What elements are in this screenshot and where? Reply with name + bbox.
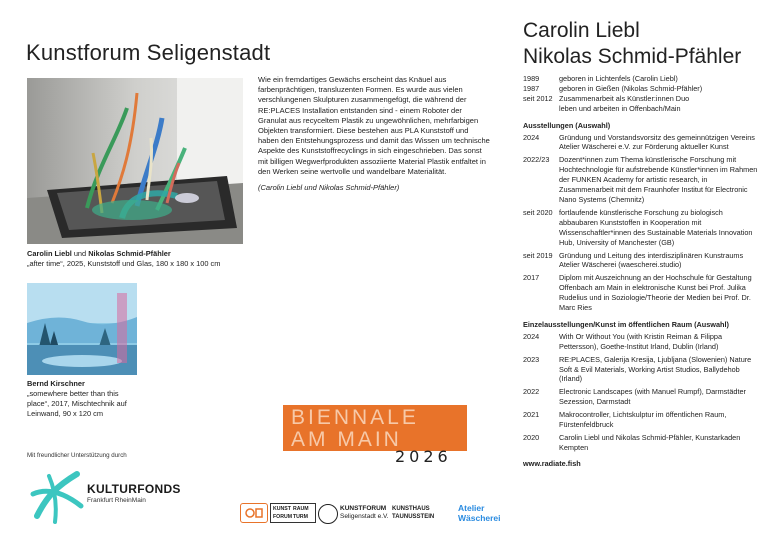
- cv-row: 2024 With Or Without You (with Kristin Reiman & Filippa Pettersson), Goethe-Institut Irland, Dublin (Irland): [523, 331, 723, 351]
- cv-row: leben und arbeiten in Offenbach/Main: [559, 103, 681, 113]
- artwork-description: [258, 75, 490, 193]
- cv-row: 2021 Makrocontroller, Lichtskulptur im öffentlichen Raum, Fürstenfeldbruck: [523, 410, 727, 430]
- atelier-waescherei-logo: Atelier Wäscherei: [458, 503, 501, 523]
- support-text: Mit freundlicher Unterstützung durch: [27, 452, 127, 459]
- cv-row: 2024 Gründung und Vorstandsvorsitz des gemeinnützigen Vereins Atelier Wäscherei e.V. zur Förderung aktueller Kunst: [523, 132, 755, 152]
- biennale-line2: AM MAIN: [291, 428, 402, 451]
- artwork1-caption: [27, 249, 257, 269]
- description-text: Wie ein fremdartiges Gewächs erscheint das Knäuel aus farbenprächtigen, transluzenten Formen. Es wurde aus vielen verschlungenen Skulpturen zusammengefügt, die während der RE:PLACES Installation entstanden sind - einem Roboter der Granulat aus recyceltem Plastik zu ungewöhnlichen, mehrfarbigen Objekten transformiert. Diese bestehen aus PLA Kunststoff und haben den Entstehungsprozess und damit das Wissen um technische Aspekte des Kunststoffrecyclings in sich eingeschrieben. Das sonst mit billigen Wegwerfprodukten assoziierte Material Plastik entfaltet in den Werken seine wertvolle und wandelbare Materialität.: [258, 75, 490, 176]
- biennale-line1: BIENNALE: [291, 406, 419, 429]
- cv-row: 2023 RE:PLACES, Galerija Kresija, Ljubljana (Slowenien) Nature Soft & Evil Materials, Working Artist Studios, Ballydehob (Irland): [523, 354, 752, 384]
- cv-row: 2020 Carolin Liebl und Nikolas Schmid-Pfähler, Kunstarkaden Kempten: [523, 433, 741, 452]
- artist-name: Carolin Liebl: [27, 249, 72, 258]
- kulturfonds-sub: Frankfurt RheinMain: [87, 497, 146, 504]
- artist-names-heading: [523, 18, 741, 70]
- artist-name: Bernd Kirschner: [27, 379, 85, 388]
- kunstforum-turm-icon: [240, 503, 268, 523]
- artwork-details: „somewhere better than this: [27, 389, 119, 398]
- artwork2-caption: [27, 379, 157, 419]
- kunstforum-seligenstadt-logo: KUNSTFORUM Seligenstadt e.V.: [340, 505, 389, 520]
- kunsthaus-taunusstein-logo: KUNSTHAUS TAUNUSSTEIN: [392, 506, 435, 520]
- artist-cv: [523, 74, 761, 469]
- artwork-painting-somewhere-better: [27, 283, 137, 375]
- artwork-details: place“, 2017, Mischtechnik auf: [27, 399, 127, 408]
- artwork-details: Leinwand, 90 x 120 cm: [27, 409, 104, 418]
- biennale-year: 2026: [395, 447, 452, 466]
- artist-name-2: Nikolas Schmid-Pfähler: [523, 45, 742, 68]
- artist-name: Nikolas Schmid-Pfähler: [88, 249, 171, 258]
- description-credit: (Carolin Liebl und Nikolas Schmid-Pfähler): [258, 183, 400, 193]
- kulturfonds-logo: [27, 466, 181, 526]
- section-heading-exhibitions: Ausstellungen (Auswahl): [523, 120, 611, 130]
- cv-row: seit 2019 Gründung und Leitung des interdisziplinären Kunstraums Atelier Wäscherei (waescherei.studio): [523, 250, 744, 270]
- section-heading-solo: Einzelausstellungen/Kunst im öffentlichen Raum (Auswahl): [523, 319, 729, 329]
- kulturfonds-name: KULTURFONDS: [87, 482, 181, 496]
- artist-name-1: Carolin Liebl: [523, 19, 640, 42]
- page-title: Kunstforum Seligenstadt: [26, 40, 271, 65]
- cv-row: 2017 Diplom mit Auszeichnung an der Hochschule für Gestaltung Offenbach am Main in elektronische Kunst bei Prof. Julika Rudelius und in Soziologie/Theorie der Medien bei Prof. Dr. Marc Ries: [523, 273, 752, 313]
- kunstforum-turm-logo: KUNST RAUM FORUM TURM: [270, 503, 316, 523]
- kulturfonds-icon: [27, 466, 87, 526]
- cv-row: 1987 geboren in Gießen (Nikolas Schmid-Pfähler): [523, 83, 703, 93]
- cv-row: 1989 geboren in Lichtenfels (Carolin Liebl): [523, 74, 678, 83]
- kunstforum-seligenstadt-icon: [318, 504, 338, 524]
- website-link[interactable]: www.radiate.fish: [523, 458, 581, 468]
- caption-connector: und: [71, 249, 89, 258]
- artwork-photo-after-time: [27, 78, 243, 244]
- biennale-logo: [283, 405, 476, 466]
- cv-row: seit 2012 Zusammenarbeit als Künstler:innen Duo: [523, 93, 690, 103]
- cv-row: seit 2020 fortlaufende künstlerische Forschung zu biologisch abbaubaren Kunststoffen in Kooperation mit Wissenschaftler*innen des Sustainable Materials Innovation Hub, University of Manchester (GB): [523, 207, 753, 247]
- cv-row: 2022 Electronic Landscapes (with Manuel Rumpf), Darmstädter Sezession, Darmstadt: [523, 387, 746, 407]
- artwork-details: „after time“, 2025, Kunststoff und Glas, 180 x 180 x 100 cm: [27, 259, 221, 268]
- cv-row: 2022/23 Dozent*innen zum Thema künstlerische Forschung mit Hochtechnologie für aufstrebende Künstler*innen im Rahmen der FUNKEN Academy for artistic research, in Zusammenarbeit mit dem Fraunhofer Institut für Electronic Nano Systems (Chemnitz): [523, 155, 758, 204]
